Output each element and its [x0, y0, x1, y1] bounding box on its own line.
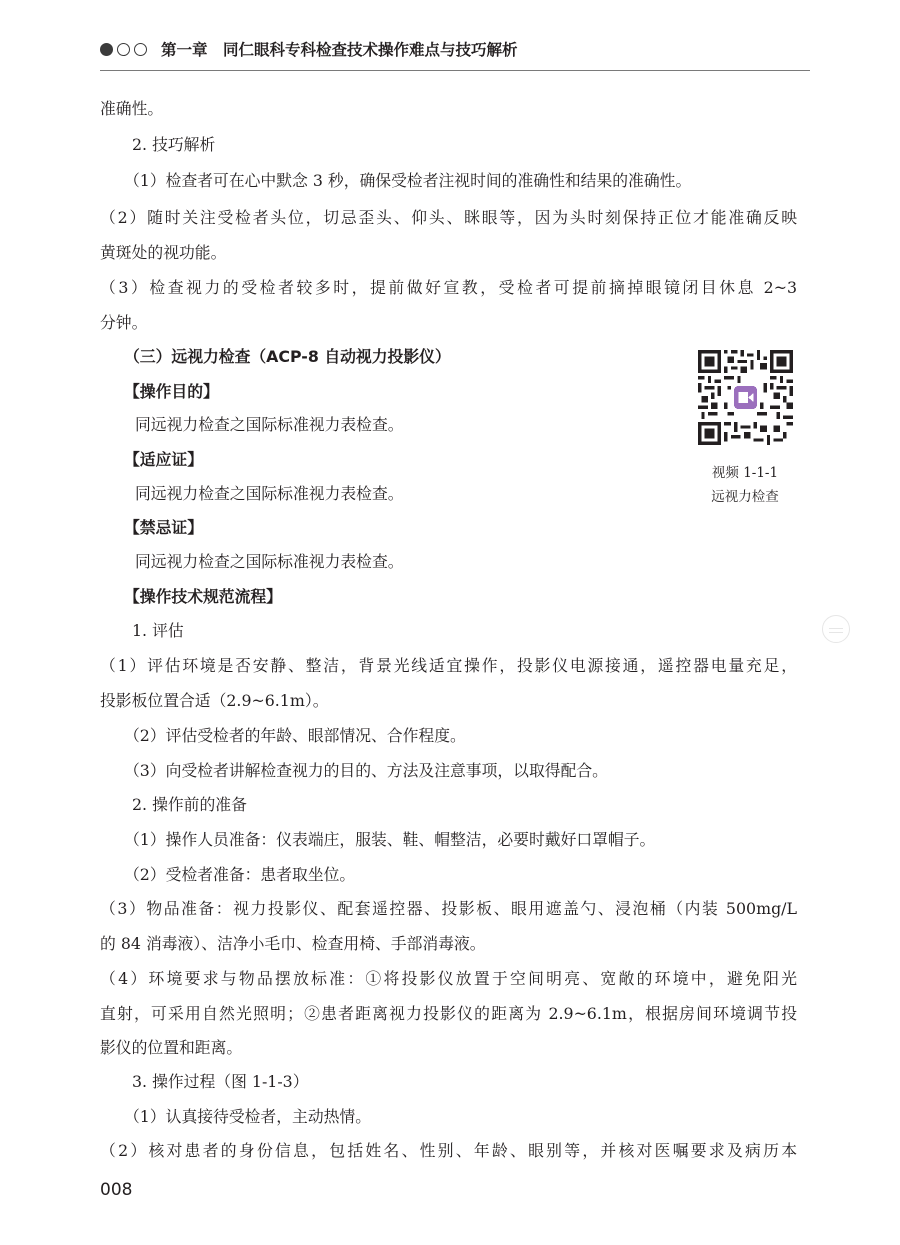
- text-line: （2）随时关注受检者头位，切忌歪头、仰头、眯眼等，因为头时刻保持正位才能准确反映: [100, 208, 797, 227]
- page-number: 008: [100, 1180, 133, 1200]
- header-title: [161, 38, 518, 60]
- text-line: （1）评估环境是否安静、整洁，背景光线适宜操作，投影仪电源接通，遥控器电量充足，: [100, 656, 797, 675]
- text-line: 投影板位置合适（2.9~6.1m）。: [100, 691, 329, 710]
- text-line: 同远视力检查之国际标准视力表检查。: [135, 552, 404, 571]
- text-line: 黄斑处的视功能。: [100, 243, 227, 262]
- text-line: （1）认真接待受检者，主动热情。: [124, 1107, 372, 1126]
- bracket-heading-purpose: 【操作目的】: [124, 382, 219, 401]
- text-line: （3）检查视力的受检者较多时，提前做好宣教，受检者可提前摘掉眼镜闭目休息 2~3: [100, 278, 797, 297]
- text-line: （2）核对患者的身份信息，包括姓名、性别、年龄、眼别等，并核对医嘱要求及病历本: [100, 1141, 797, 1160]
- text-line: 同远视力检查之国际标准视力表检查。: [135, 484, 404, 503]
- text-line: （3）物品准备：视力投影仪、配套遥控器、投影板、眼用遮盖勺、浸泡桶（内装 500mg/L: [100, 899, 797, 918]
- header-book-title: 同仁眼科专科检查技术操作难点与技巧解析: [223, 41, 518, 59]
- text-line: （4）环境要求与物品摆放标准：①将投影仪放置于空间明亮、宽敞的环境中，避免阳光: [100, 969, 797, 988]
- header-rule: [100, 70, 810, 71]
- text-line: （2）评估受检者的年龄、眼部情况、合作程度。: [124, 726, 466, 745]
- chapter-marker-filled-icon: [100, 43, 113, 56]
- section-heading: 3. 操作过程（图 1-1-3）: [132, 1072, 309, 1091]
- subsection-heading: （三）远视力检查（ACP-8 自动视力投影仪）: [124, 347, 451, 366]
- text-line: 分钟。: [100, 313, 148, 332]
- bracket-heading-indications: 【适应证】: [124, 450, 203, 469]
- section-heading: 1. 评估: [132, 621, 184, 640]
- chapter-marker-hollow-icon: [134, 43, 147, 56]
- text-line: （1）操作人员准备：仪表端庄，服装、鞋、帽整洁，必要时戴好口罩帽子。: [124, 830, 656, 849]
- text-line: 影仪的位置和距离。: [100, 1038, 243, 1057]
- bracket-heading-contraindications: 【禁忌证】: [124, 518, 203, 537]
- section-heading: 2. 操作前的准备: [132, 795, 247, 814]
- text-line: （2）受检者准备：患者取坐位。: [124, 865, 356, 884]
- text-line: 的 84 消毒液）、洁净小毛巾、检查用椅、手部消毒液。: [100, 934, 486, 953]
- faint-stamp-icon: [822, 615, 850, 643]
- header-chapter: 第一章: [161, 41, 208, 59]
- chapter-marker-hollow-icon: [117, 43, 130, 56]
- text-line: 准确性。: [100, 99, 164, 118]
- video-caption-title: 远视力检查: [711, 489, 779, 505]
- text-line: （3）向受检者讲解检查视力的目的、方法及注意事项，以取得配合。: [124, 761, 608, 780]
- text-line: （1）检查者可在心中默念 3 秒，确保受检者注视时间的准确性和结果的准确性。: [124, 171, 692, 190]
- video-caption-number: 视频 1-1-1: [711, 465, 779, 481]
- running-header: [100, 37, 518, 61]
- bracket-heading-procedure: 【操作技术规范流程】: [124, 587, 282, 606]
- text-line: 同远视力检查之国际标准视力表检查。: [135, 415, 404, 434]
- qr-code-icon[interactable]: [698, 350, 793, 445]
- text-line: 直射，可采用自然光照明；②患者距离视力投影仪的距离为 2.9~6.1m，根据房间环境调节投: [100, 1004, 797, 1023]
- section-heading: 2. 技巧解析: [132, 135, 216, 154]
